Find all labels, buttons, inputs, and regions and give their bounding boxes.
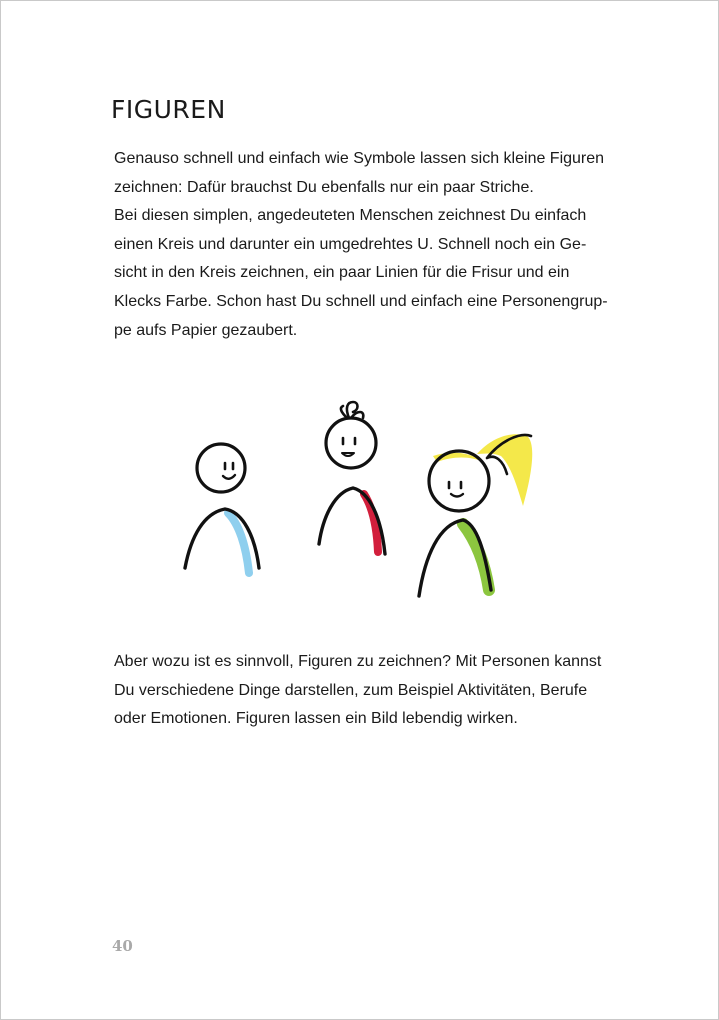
figure-3: [419, 434, 532, 596]
figure-1-accent: [228, 513, 249, 573]
figure-2: [319, 402, 385, 554]
figure-1: [185, 444, 259, 573]
page-heading: FIGUREN: [111, 95, 226, 124]
text-line: Bei diesen simplen, angedeuteten Menschen zeichnest Du einfach: [114, 207, 587, 225]
intro-paragraph: [114, 145, 631, 345]
text-line: Klecks Farbe. Schon hast Du schnell und einfach eine Personengrup-: [114, 292, 608, 310]
stick-figures-illustration: [171, 396, 551, 611]
figure-3-head: [429, 451, 489, 511]
text-line: Du verschiedene Dinge darstellen, zum Beispiel Aktivitäten, Berufe: [114, 681, 588, 699]
text-line: zeichnen: Dafür brauchst Du ebenfalls nur ein paar Striche.: [114, 178, 534, 196]
text-line: einen Kreis und darunter ein umgedrehtes U. Schnell noch ein Ge-: [114, 235, 587, 253]
closing-paragraph: [114, 648, 631, 734]
figure-1-head: [197, 444, 245, 492]
text-line: pe aufs Papier gezaubert.: [114, 321, 298, 339]
text-line: Genauso schnell und einfach wie Symbole lassen sich kleine Figuren: [114, 150, 605, 167]
page-number: 40: [112, 937, 133, 955]
figure-2-head: [326, 418, 376, 468]
text-line: sicht in den Kreis zeichnen, ein paar Linien für die Frisur und ein: [114, 264, 570, 282]
text-line: Aber wozu ist es sinnvoll, Figuren zu zeichnen? Mit Personen kannst: [114, 653, 602, 670]
figure-2-hair: [341, 402, 363, 418]
text-line: oder Emotionen. Figuren lassen ein Bild lebendig wirken.: [114, 710, 518, 728]
